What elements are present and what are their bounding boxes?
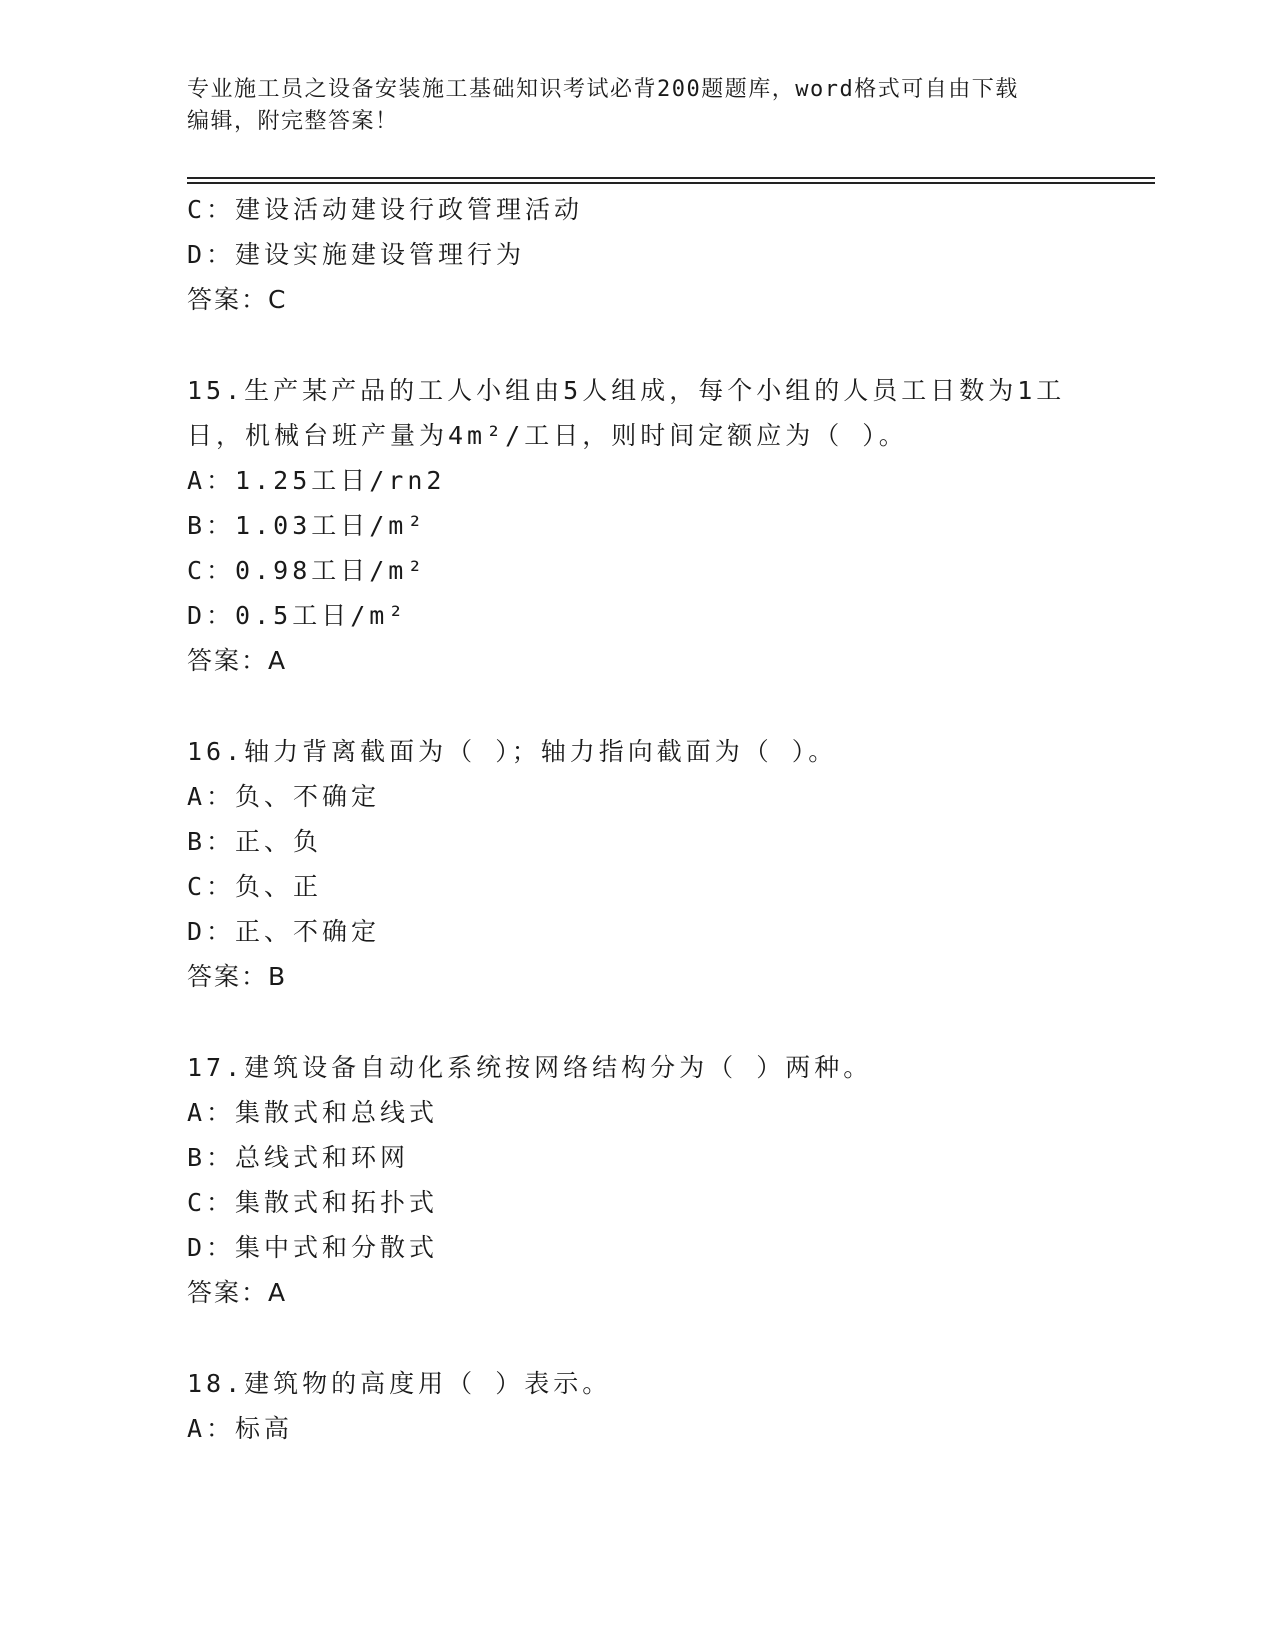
header-divider-bottom (187, 182, 1155, 184)
q16-option-d: D：正、不确定 (187, 917, 381, 946)
q14-option-d: D：建设实施建设管理行为 (187, 240, 526, 269)
q16-stem: 16.轴力背离截面为（ ）；轴力指向截面为（ ）。 (187, 737, 838, 766)
q17-option-b: B：总线式和环网 (187, 1143, 410, 1172)
q16-option-a: A：负、不确定 (187, 782, 381, 811)
q15-answer: 答案：A (187, 646, 288, 675)
header-divider-top (187, 177, 1155, 179)
q16-option-b: B：正、负 (187, 827, 323, 856)
q15-option-a: A：1.25工日/rn2 (187, 466, 446, 495)
q17-option-d: D：集中式和分散式 (187, 1233, 439, 1262)
q15-stem-line-2: 日，机械台班产量为4m²/工日，则时间定额应为（ ）。 (187, 421, 908, 450)
q17-answer: 答案：A (187, 1278, 288, 1307)
q18-stem: 18.建筑物的高度用（ ）表示。 (187, 1369, 612, 1398)
q15-option-b: B：1.03工日/m² (187, 511, 427, 540)
q14-option-c: C：建设活动建设行政管理活动 (187, 195, 584, 224)
document-header (187, 74, 1087, 138)
q14-answer: 答案：C (187, 285, 288, 314)
q16-option-c: C：负、正 (187, 872, 323, 901)
header-line-1: 专业施工员之设备安装施工基础知识考试必背200题题库，word格式可自由下载 (187, 77, 1019, 102)
q16-answer: 答案：B (187, 962, 288, 991)
header-line-2: 编辑，附完整答案！ (187, 109, 399, 134)
q15-stem-line-1: 15.生产某产品的工人小组由5人组成，每个小组的人员工日数为1工 (187, 376, 1066, 405)
q17-option-c: C：集散式和拓扑式 (187, 1188, 439, 1217)
q18-option-a: A：标高 (187, 1414, 294, 1443)
q17-stem: 17.建筑设备自动化系统按网络结构分为（ ）两种。 (187, 1053, 873, 1082)
q17-option-a: A：集散式和总线式 (187, 1098, 439, 1127)
q15-option-d: D：0.5工日/m² (187, 601, 408, 630)
q15-option-c: C：0.98工日/m² (187, 556, 427, 585)
